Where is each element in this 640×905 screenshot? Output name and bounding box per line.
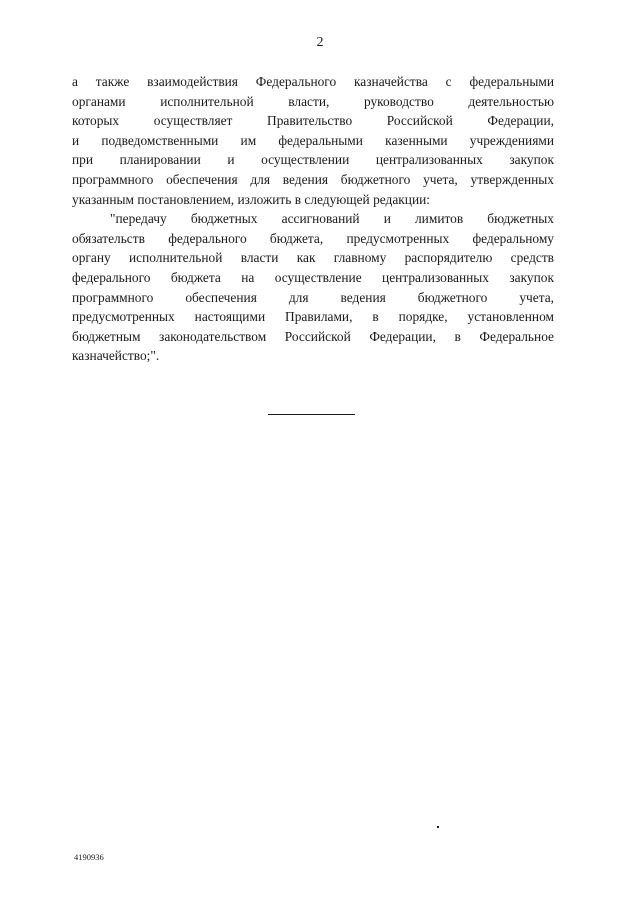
paragraph-2-line: программного обеспечения для ведения бюджетного учета,: [72, 289, 554, 305]
paragraph-1-line: которых осуществляет Правительство Российской Федерации,: [72, 113, 554, 129]
paragraph-1-line: и подведомственными им федеральными казенными учреждениями: [72, 132, 554, 148]
paragraph-1-line: указанным постановлением, изложить в следующей редакции:: [72, 191, 431, 207]
paragraph-1-line: органами исполнительной власти, руководство деятельностью: [72, 93, 554, 109]
document-body: [72, 72, 554, 366]
separator-line: [268, 414, 355, 415]
paragraph-2-line: органу исполнительной власти как главному распорядителю средств: [72, 250, 554, 266]
paragraph-2-line: казначейство;".: [72, 348, 160, 364]
paragraph-2-line: обязательств федерального бюджета, предусмотренных федеральному: [72, 230, 554, 246]
paragraph-1-line: программного обеспечения для ведения бюджетного учета, утвержденных: [72, 171, 554, 187]
document-id: 4190936: [74, 852, 104, 862]
paragraph-2-line: предусмотренных настоящими Правилами, в порядке, установленном: [72, 309, 554, 325]
page-number: 2: [316, 35, 324, 50]
paragraph-2-line: "передачу бюджетных ассигнований и лимитов бюджетных: [110, 211, 554, 227]
paragraph-2-line: федерального бюджета на осуществление централизованных закупок: [72, 269, 554, 285]
dot-mark: [437, 826, 439, 828]
paragraph-1-line: при планировании и осуществлении централизованных закупок: [72, 152, 554, 168]
paragraph-1-line: а также взаимодействия Федерального казначейства с федеральными: [72, 74, 554, 89]
paragraph-2-line: бюджетным законодательством Российской Федерации, в Федеральное: [72, 328, 554, 344]
